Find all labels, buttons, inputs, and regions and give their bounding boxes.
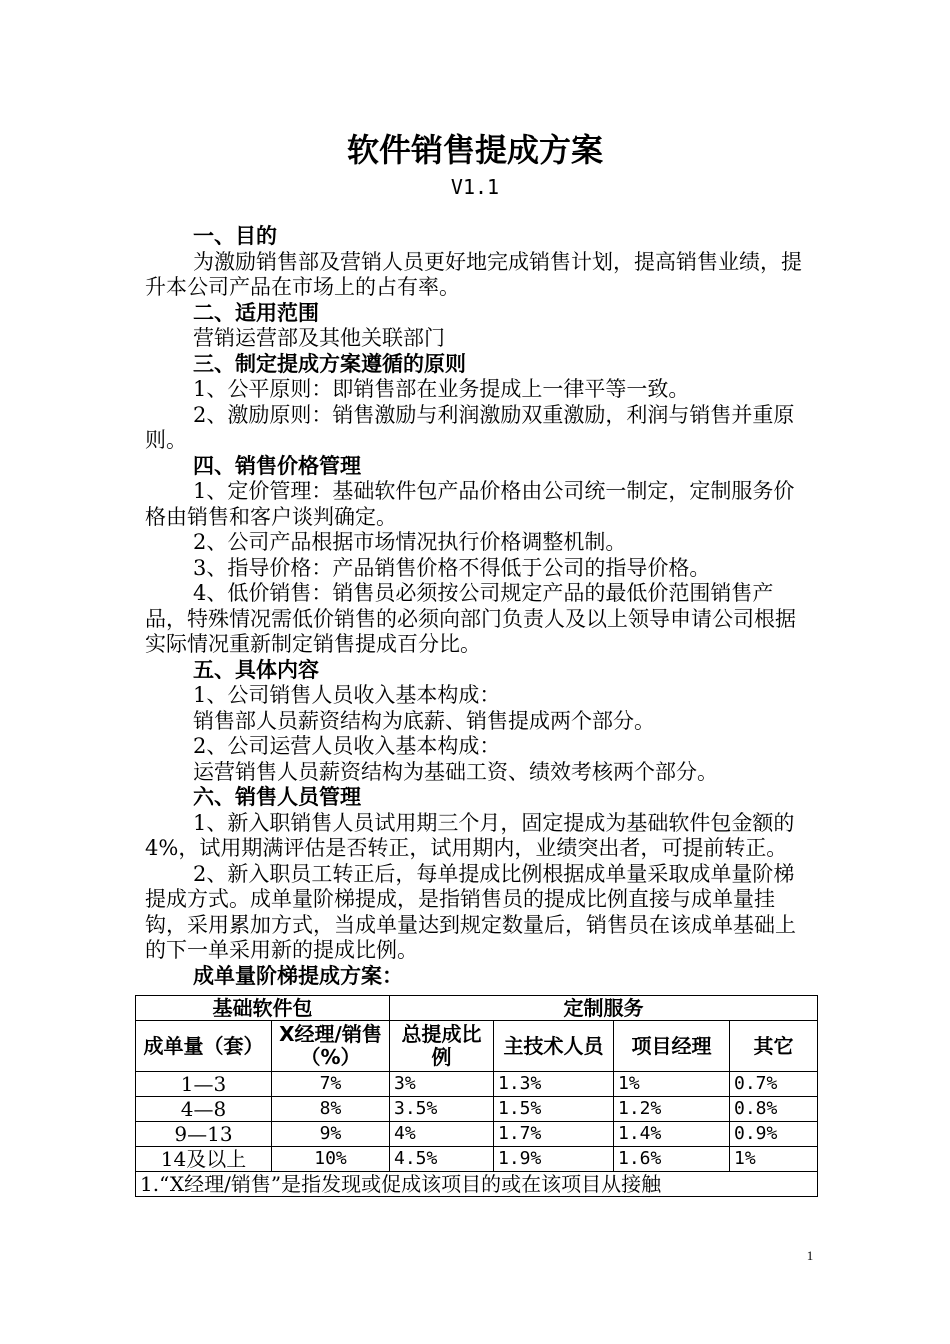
cell-other: 0.7% <box>730 1072 818 1097</box>
col-header-other: 其它 <box>730 1021 818 1072</box>
paragraph: 销售部人员薪资结构为底薪、销售提成两个部分。 <box>193 708 655 733</box>
paragraph: 1、公平原则：即销售部在业务提成上一律平等一致。 <box>193 377 690 401</box>
cell-tech: 1.9% <box>494 1147 614 1172</box>
cell-mgr: 10% <box>272 1147 390 1172</box>
col-header-tech: 主技术人员 <box>494 1021 614 1072</box>
paragraph: 2、新入职员工转正后，每单提成比例根据成单量采取成单量阶梯提成方式。成单量阶梯提成，是指销售员的提成比例直接与成单量挂钩，采用累加方式，当成单量达到规定数量后，销售员在该成单基础上的下一单采用新的提成比例。 <box>145 861 796 962</box>
table-row <box>136 1072 818 1097</box>
cell-qty: 9—13 <box>136 1122 272 1147</box>
paragraph: 1、公司销售人员收入基本构成： <box>193 683 501 707</box>
table-note: 1.“X经理/销售”是指发现或促成该项目的或在该项目从接触 <box>136 1172 818 1197</box>
table-note-row <box>136 1172 818 1197</box>
section-heading-pricing: 四、销售价格管理 <box>193 453 361 478</box>
section-heading-staff: 六、销售人员管理 <box>193 785 361 809</box>
cell-tech: 1.3% <box>494 1072 614 1097</box>
cell-other: 0.8% <box>730 1097 818 1122</box>
cell-other: 0.9% <box>730 1122 818 1147</box>
page-number: 1 <box>806 1248 814 1263</box>
document-version: V1.1 <box>450 175 500 199</box>
cell-qty: 4—8 <box>136 1097 272 1122</box>
cell-total: 3% <box>390 1072 494 1097</box>
cell-total: 4% <box>390 1122 494 1147</box>
cell-pm: 1.2% <box>614 1097 730 1122</box>
cell-pm: 1.4% <box>614 1122 730 1147</box>
group-header-custom: 定制服务 <box>390 996 818 1021</box>
paragraph: 1、新入职销售人员试用期三个月，固定提成为基础软件包金额的4%，试用期满评估是否转正，试用期内，业绩突出者，可提前转正。 <box>145 810 795 860</box>
table-caption: 成单量阶梯提成方案： <box>193 963 403 988</box>
cell-mgr: 9% <box>272 1122 390 1147</box>
paragraph: 3、指导价格：产品销售价格不得低于公司的指导价格。 <box>193 555 711 580</box>
cell-other: 1% <box>730 1147 818 1172</box>
cell-total: 4.5% <box>390 1147 494 1172</box>
paragraph: 营销运营部及其他关联部门 <box>193 326 445 350</box>
col-header-total: 总提成比例 <box>390 1021 494 1072</box>
cell-qty: 1—3 <box>136 1072 272 1097</box>
cell-mgr: 8% <box>272 1097 390 1122</box>
paragraph: 2、公司产品根据市场情况执行价格调整机制。 <box>193 530 627 554</box>
paragraph: 2、公司运营人员收入基本构成： <box>193 734 501 758</box>
section-heading-scope: 二、适用范围 <box>193 300 319 325</box>
cell-mgr: 7% <box>272 1072 390 1097</box>
col-header-mgr: X经理/销售（%） <box>272 1021 390 1072</box>
table-row <box>136 1097 818 1122</box>
section-heading-principles: 三、制定提成方案遵循的原则 <box>193 351 466 376</box>
section-heading-purpose: 一、目的 <box>193 224 277 248</box>
cell-pm: 1% <box>614 1072 730 1097</box>
cell-tech: 1.5% <box>494 1097 614 1122</box>
document-body <box>145 224 810 989</box>
paragraph: 4、低价销售：销售员必须按公司规定产品的最低价范围销售产品，特殊情况需低价销售的必须向部门负责人及以上领导申请公司根据实际情况重新制定销售提成百分比。 <box>145 581 796 656</box>
paragraph: 1、定价管理：基础软件包产品价格由公司统一制定，定制服务价格由销售和客户谈判确定。 <box>145 479 795 529</box>
table-group-header-row <box>136 996 818 1021</box>
paragraph: 为激励销售部及营销人员更好地完成销售计划，提高销售业绩，提升本公司产品在市场上的占有率。 <box>145 249 802 299</box>
paragraph: 运营销售人员薪资结构为基础工资、绩效考核两个部分。 <box>193 759 718 784</box>
cell-pm: 1.6% <box>614 1147 730 1172</box>
cell-total: 3.5% <box>390 1097 494 1122</box>
cell-qty: 14及以上 <box>136 1147 272 1172</box>
col-header-pm: 项目经理 <box>614 1021 730 1072</box>
section-heading-content: 五、具体内容 <box>193 657 319 682</box>
group-header-basic: 基础软件包 <box>136 996 390 1021</box>
table-row <box>136 1122 818 1147</box>
table-column-header-row <box>136 1021 818 1072</box>
col-header-qty: 成单量（套） <box>136 1021 272 1072</box>
cell-tech: 1.7% <box>494 1122 614 1147</box>
table-row <box>136 1147 818 1172</box>
commission-tier-table <box>135 995 818 1197</box>
document-title: 软件销售提成方案 <box>346 131 603 169</box>
paragraph: 2、激励原则：销售激励与利润激励双重激励，利润与销售并重原则。 <box>145 402 795 452</box>
